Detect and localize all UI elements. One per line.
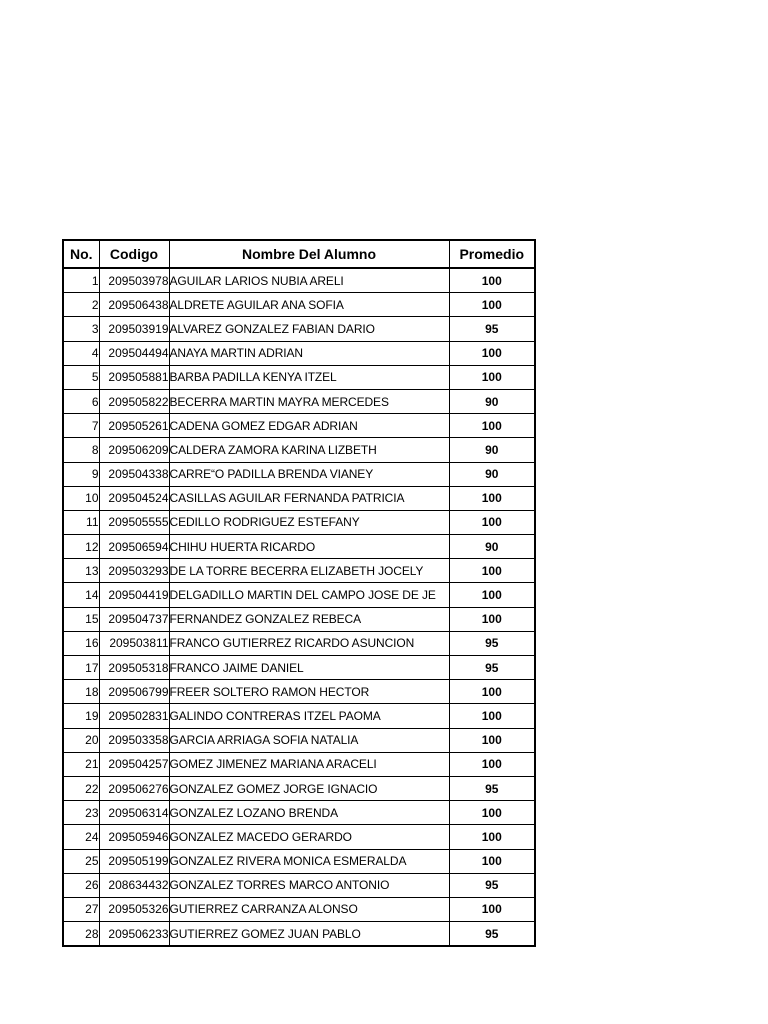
- cell-no: 18: [63, 680, 99, 704]
- cell-codigo: 209505326: [99, 897, 169, 921]
- table-row: [63, 776, 535, 800]
- table-row: [63, 922, 535, 947]
- table-row: [63, 631, 535, 655]
- cell-nombre: FREER SOLTERO RAMON HECTOR: [169, 680, 449, 704]
- student-grades-table: [62, 239, 536, 947]
- cell-promedio: 95: [449, 922, 535, 947]
- table-row: [63, 268, 535, 293]
- table-row: [63, 752, 535, 776]
- cell-nombre: GUTIERREZ GOMEZ JUAN PABLO: [169, 922, 449, 947]
- cell-codigo: 209506233: [99, 922, 169, 947]
- table-row: [63, 656, 535, 680]
- cell-promedio: 100: [449, 486, 535, 510]
- cell-promedio: 100: [449, 293, 535, 317]
- cell-no: 24: [63, 825, 99, 849]
- cell-no: 6: [63, 389, 99, 413]
- cell-nombre: CALDERA ZAMORA KARINA LIZBETH: [169, 438, 449, 462]
- cell-codigo: 209505261: [99, 414, 169, 438]
- cell-nombre: GALINDO CONTRERAS ITZEL PAOMA: [169, 704, 449, 728]
- cell-promedio: 100: [449, 680, 535, 704]
- cell-promedio: 100: [449, 849, 535, 873]
- cell-promedio: 100: [449, 897, 535, 921]
- cell-nombre: ANAYA MARTIN ADRIAN: [169, 341, 449, 365]
- table-row: [63, 704, 535, 728]
- cell-codigo: 209505318: [99, 656, 169, 680]
- cell-nombre: GUTIERREZ CARRANZA ALONSO: [169, 897, 449, 921]
- table-row: [63, 728, 535, 752]
- cell-no: 12: [63, 535, 99, 559]
- cell-nombre: DELGADILLO MARTIN DEL CAMPO JOSE DE JE: [169, 583, 449, 607]
- cell-promedio: 95: [449, 631, 535, 655]
- header-nombre: Nombre Del Alumno: [169, 240, 449, 268]
- cell-promedio: 90: [449, 462, 535, 486]
- cell-nombre: FRANCO GUTIERREZ RICARDO ASUNCION: [169, 631, 449, 655]
- cell-promedio: 95: [449, 317, 535, 341]
- cell-promedio: 100: [449, 728, 535, 752]
- cell-no: 27: [63, 897, 99, 921]
- cell-promedio: 100: [449, 704, 535, 728]
- cell-nombre: CARRE“O PADILLA BRENDA VIANEY: [169, 462, 449, 486]
- table-row: [63, 293, 535, 317]
- cell-nombre: BARBA PADILLA KENYA ITZEL: [169, 365, 449, 389]
- cell-codigo: 209503978: [99, 268, 169, 293]
- table-row: [63, 510, 535, 534]
- cell-no: 5: [63, 365, 99, 389]
- cell-nombre: GONZALEZ GOMEZ JORGE IGNACIO: [169, 776, 449, 800]
- cell-codigo: 209505946: [99, 825, 169, 849]
- cell-codigo: 209503293: [99, 559, 169, 583]
- table-row: [63, 680, 535, 704]
- header-row: [63, 240, 535, 268]
- cell-nombre: CEDILLO RODRIGUEZ ESTEFANY: [169, 510, 449, 534]
- table-row: [63, 559, 535, 583]
- cell-no: 9: [63, 462, 99, 486]
- cell-codigo: 209506799: [99, 680, 169, 704]
- cell-no: 21: [63, 752, 99, 776]
- cell-promedio: 95: [449, 776, 535, 800]
- cell-promedio: 90: [449, 438, 535, 462]
- cell-no: 15: [63, 607, 99, 631]
- cell-nombre: DE LA TORRE BECERRA ELIZABETH JOCELY: [169, 559, 449, 583]
- table-row: [63, 438, 535, 462]
- cell-no: 20: [63, 728, 99, 752]
- table-row: [63, 389, 535, 413]
- cell-codigo: 209503358: [99, 728, 169, 752]
- cell-no: 26: [63, 873, 99, 897]
- table-row: [63, 801, 535, 825]
- cell-no: 28: [63, 922, 99, 947]
- header-codigo: Codigo: [99, 240, 169, 268]
- cell-no: 11: [63, 510, 99, 534]
- table-row: [63, 825, 535, 849]
- cell-promedio: 100: [449, 268, 535, 293]
- cell-nombre: GOMEZ JIMENEZ MARIANA ARACELI: [169, 752, 449, 776]
- cell-promedio: 100: [449, 825, 535, 849]
- cell-no: 1: [63, 268, 99, 293]
- cell-no: 2: [63, 293, 99, 317]
- cell-promedio: 100: [449, 341, 535, 365]
- cell-nombre: GONZALEZ MACEDO GERARDO: [169, 825, 449, 849]
- cell-nombre: FRANCO JAIME DANIEL: [169, 656, 449, 680]
- header-promedio: Promedio: [449, 240, 535, 268]
- cell-codigo: 209506209: [99, 438, 169, 462]
- cell-no: 14: [63, 583, 99, 607]
- cell-promedio: 90: [449, 535, 535, 559]
- cell-nombre: ALDRETE AGUILAR ANA SOFIA: [169, 293, 449, 317]
- cell-nombre: FERNANDEZ GONZALEZ REBECA: [169, 607, 449, 631]
- cell-promedio: 95: [449, 873, 535, 897]
- table-row: [63, 535, 535, 559]
- cell-promedio: 100: [449, 365, 535, 389]
- cell-codigo: 209506438: [99, 293, 169, 317]
- table-row: [63, 341, 535, 365]
- cell-no: 22: [63, 776, 99, 800]
- cell-nombre: CASILLAS AGUILAR FERNANDA PATRICIA: [169, 486, 449, 510]
- cell-nombre: ALVAREZ GONZALEZ FABIAN DARIO: [169, 317, 449, 341]
- cell-codigo: 209505555: [99, 510, 169, 534]
- cell-promedio: 90: [449, 389, 535, 413]
- cell-no: 13: [63, 559, 99, 583]
- table-row: [63, 897, 535, 921]
- cell-no: 19: [63, 704, 99, 728]
- cell-nombre: GONZALEZ LOZANO BRENDA: [169, 801, 449, 825]
- cell-codigo: 209505881: [99, 365, 169, 389]
- cell-promedio: 100: [449, 559, 535, 583]
- cell-no: 8: [63, 438, 99, 462]
- cell-promedio: 100: [449, 607, 535, 631]
- cell-promedio: 100: [449, 752, 535, 776]
- cell-codigo: 209505822: [99, 389, 169, 413]
- cell-no: 4: [63, 341, 99, 365]
- cell-nombre: AGUILAR LARIOS NUBIA ARELI: [169, 268, 449, 293]
- cell-codigo: 209506276: [99, 776, 169, 800]
- table-row: [63, 414, 535, 438]
- table-row: [63, 607, 535, 631]
- cell-no: 7: [63, 414, 99, 438]
- cell-codigo: 209504257: [99, 752, 169, 776]
- cell-promedio: 100: [449, 510, 535, 534]
- cell-promedio: 100: [449, 801, 535, 825]
- cell-codigo: 209504737: [99, 607, 169, 631]
- cell-no: 10: [63, 486, 99, 510]
- cell-nombre: GARCIA ARRIAGA SOFIA NATALIA: [169, 728, 449, 752]
- table-row: [63, 486, 535, 510]
- cell-no: 16: [63, 631, 99, 655]
- cell-nombre: GONZALEZ TORRES MARCO ANTONIO: [169, 873, 449, 897]
- table-row: [63, 317, 535, 341]
- table-row: [63, 849, 535, 873]
- cell-codigo: 209506594: [99, 535, 169, 559]
- header-no: No.: [63, 240, 99, 268]
- cell-promedio: 95: [449, 656, 535, 680]
- cell-promedio: 100: [449, 583, 535, 607]
- cell-codigo: 209503919: [99, 317, 169, 341]
- cell-codigo: 209504419: [99, 583, 169, 607]
- table-row: [63, 583, 535, 607]
- cell-nombre: CADENA GOMEZ EDGAR ADRIAN: [169, 414, 449, 438]
- cell-codigo: 209504338: [99, 462, 169, 486]
- cell-codigo: 209504524: [99, 486, 169, 510]
- cell-promedio: 100: [449, 414, 535, 438]
- cell-codigo: 208634432: [99, 873, 169, 897]
- cell-no: 3: [63, 317, 99, 341]
- table-row: [63, 873, 535, 897]
- cell-codigo: 209503811: [99, 631, 169, 655]
- table-row: [63, 365, 535, 389]
- cell-no: 17: [63, 656, 99, 680]
- cell-codigo: 209506314: [99, 801, 169, 825]
- table-row: [63, 462, 535, 486]
- cell-nombre: GONZALEZ RIVERA MONICA ESMERALDA: [169, 849, 449, 873]
- cell-codigo: 209505199: [99, 849, 169, 873]
- cell-no: 23: [63, 801, 99, 825]
- cell-codigo: 209502831: [99, 704, 169, 728]
- cell-nombre: CHIHU HUERTA RICARDO: [169, 535, 449, 559]
- cell-no: 25: [63, 849, 99, 873]
- cell-nombre: BECERRA MARTIN MAYRA MERCEDES: [169, 389, 449, 413]
- cell-codigo: 209504494: [99, 341, 169, 365]
